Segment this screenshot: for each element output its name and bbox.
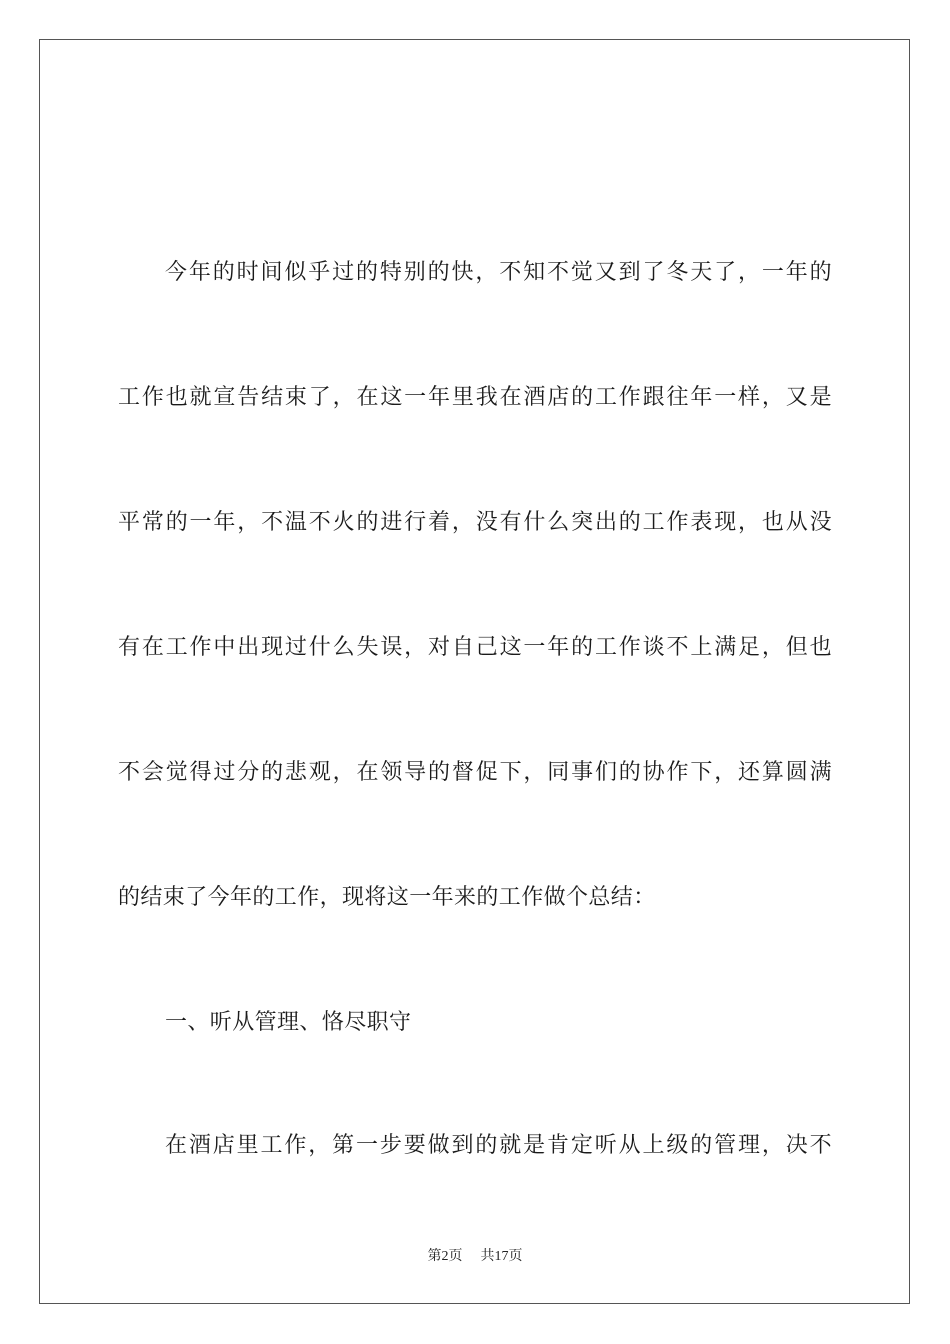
page-footer — [0, 1247, 950, 1267]
paragraph-line: 不会觉得过分的悲观，在领导的督促下，同事们的协作下，还算圆满 — [118, 760, 832, 785]
paragraph-line: 的结束了今年的工作，现将这一年来的工作做个总结： — [118, 885, 656, 910]
paragraph-line: 平常的一年，不温不火的进行着，没有什么突出的工作表现，也从没 — [118, 510, 832, 535]
page-number: 第2页 — [427, 1249, 463, 1264]
page-frame — [39, 39, 910, 1304]
paragraph-line: 在酒店里工作，第一步要做到的就是肯定听从上级的管理，决不 — [165, 1133, 832, 1158]
page-total: 共17页 — [480, 1249, 523, 1264]
paragraph-line: 今年的时间似乎过的特别的快，不知不觉又到了冬天了，一年的 — [165, 260, 832, 285]
section-heading: 一、听从管理、恪尽职守 — [165, 1010, 412, 1035]
paragraph-line: 工作也就宣告结束了，在这一年里我在酒店的工作跟往年一样，又是 — [118, 385, 832, 410]
paragraph-line: 有在工作中出现过什么失误，对自己这一年的工作谈不上满足，但也 — [118, 635, 832, 660]
